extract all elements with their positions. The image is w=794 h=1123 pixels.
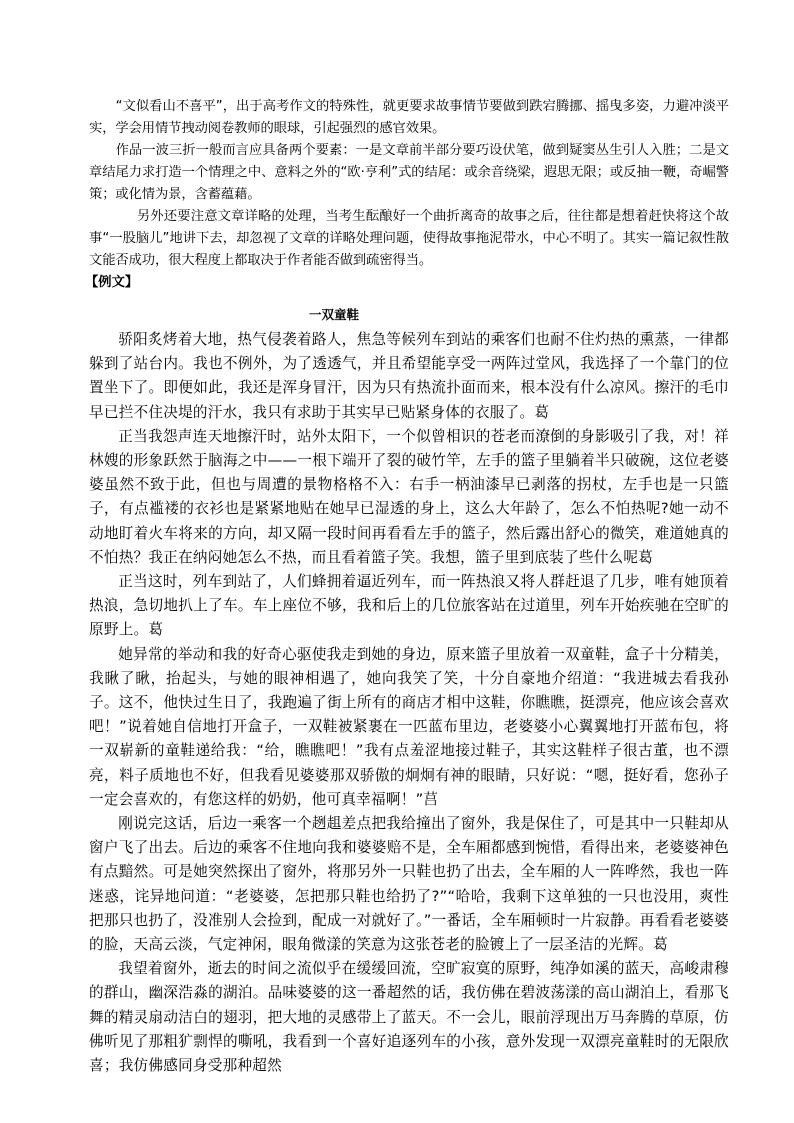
- intro-section: [89, 96, 729, 272]
- essay-paragraph-4: 她异常的举动和我的好奇心驱使我走到她的身边，原来篮子里放着一双童鞋，盒子十分精美，我瞅了瞅，抬起头，与她的眼神相遇了，她向我笑了笑，十分自豪地介绍道：“我进城去看我孙子。这不，他快过生日了，我跑遍了街上所有的商店才相中这鞋，你瞧瞧，挺漂亮，他应该会喜欢吧！”说着她自信地打开盒子，一双鞋被紧裹在一匹蓝布里边，老婆婆小心翼翼地打开蓝布包，将一双崭新的童鞋递给我：“给，瞧瞧吧！”我有点羞涩地接过鞋子，其实这鞋样子很古董，也不漂亮，料子质地也不好，但我看见婆婆那双骄傲的炯炯有神的眼睛，只好说：“嗯，挺好看，您孙子一定会喜欢的，有您这样的奶奶，他可真幸福啊！”莒: [89, 645, 729, 808]
- essay-paragraph-6: 我望着窗外，逝去的时间之流似乎在缓缓回流，空旷寂寞的原野，纯净如溪的蓝天，高峻肃穆的群山，幽深浩淼的湖泊。品味婆婆的这一番超然的话，我仿佛在碧波荡漾的高山湖泊上，看那飞舞的精灵扇动洁白的翅羽，把大地的灵感带上了蓝天。不一会儿，眼前浮现出万马奔腾的草原，仿佛听见了那粗犷剽悍的嘶吼，我看到一个喜好追逐列车的小孩，意外发现一双漂亮童鞋时的无限欣喜；我仿佛感同身受那种超然: [89, 960, 729, 1075]
- essay-paragraph-3: 正当这时，列车到站了，人们蜂拥着逼近列车，而一阵热浪又将人群赶退了几步，唯有她顶着热浪，急切地扒上了车。车上座位不够，我和后上的几位旅客站在过道里，列车开始疾驰在空旷的原野上。葛: [89, 573, 729, 639]
- essay-paragraph-5: 刚说完这话，后边一乘客一个趔趄差点把我给撞出了窗外，我是保住了，可是其中一只鞋却从窗户飞了出去。后边的乘客不住地向我和婆婆赔不是，全车厢都感到惋惜，看得出来，老婆婆神色有点黯然。可是她突然探出了窗外，将那另外一只鞋也扔了出去，全车厢的人一阵哗然，我也一阵迷惑，诧异地问道：“老婆婆，怎把那只鞋也给扔了?”“哈哈，我剩下这单独的一只也没用，爽性把那只也扔了，没准别人会捡到，配成一对就好了。”一番话，全车厢顿时一片寂静。再看看老婆婆的脸，天高云淡，气定神闲，眼角微漾的笑意为这张苍老的脸镀上了一层圣洁的光辉。葛: [89, 815, 729, 954]
- example-label: 【例文】: [85, 275, 139, 290]
- essay-paragraph-1: 骄阳炙烤着大地，热气侵袭着路人，焦急等候列车到站的乘客们也耐不住灼热的熏蒸，一律都躲到了站台内。我也不例外，为了透透气，并且希望能享受一两阵过堂风，我选择了一个靠门的位置坐下了。即便如此，我还是浑身冒汗，因为只有热流扑面而来，根本没有什么凉风。擦汗的毛巾早已拦不住决堤的汗水，我只有求助于其实早已贴紧身体的衣服了。葛: [89, 331, 729, 421]
- intro-paragraph-3: 另外还要注意文章详略的处理，当考生酝酿好一个曲折离奇的故事之后，往往都是想着赶快将这个故事“一股脑儿”地讲下去，却忽视了文章的详略处理问题，使得故事拖泥带水，中心不明了。其实一篇记叙性散文能否成功，很大程度上都取决于作者能否做到疏密得当。: [89, 209, 729, 268]
- document-page: [85, 96, 729, 1078]
- essay-paragraph-2: 正当我怨声连天地擦汗时，站外太阳下，一个似曾相识的苍老而潦倒的身影吸引了我，对！祥林嫂的形象跃然于脑海之中——一根下端开了裂的破竹竿，左手的篮子里躺着半只破碗，这位老婆婆虽然不致于此，但也与周遭的景物格格不入：右手一柄油漆早已剥落的拐杖，左手也是一只篮子，有点褴褛的衣衫也是紧紧地贴在她早已湿透的身上，这么大年龄了，怎么不怕热呢?她一动不动地盯着火车将来的方向，却又隔一段时间再看看左手的篮子，然后露出舒心的微笑，难道她真的不怕热？我正在纳闷她怎么不热，而且看着篮子笑。我想，篮子里到底装了些什么呢葛: [89, 427, 729, 566]
- intro-paragraph-2: 作品一波三折一般而言应具备两个要素：一是文章前半部分要巧设伏笔，做到疑窦丛生引人入胜；二是文章结尾力求打造一个情理之中、意料之外的“欧·亨利”式的结尾：或余音绕梁，遐思无限；或反抽一鞭，奇崛警策；或化情为景，含蓄蕴藉。: [89, 143, 729, 202]
- essay-body: [89, 328, 729, 1078]
- essay-title: 一双童鞋: [308, 307, 359, 322]
- intro-paragraph-1: “文似看山不喜平”，出于高考作文的特殊性，就更要求故事情节要做到跌宕腾挪、摇曳多姿，力避冲淡平实，学会用情节拽动阅卷教师的眼球，引起强烈的感官效果。: [89, 99, 729, 136]
